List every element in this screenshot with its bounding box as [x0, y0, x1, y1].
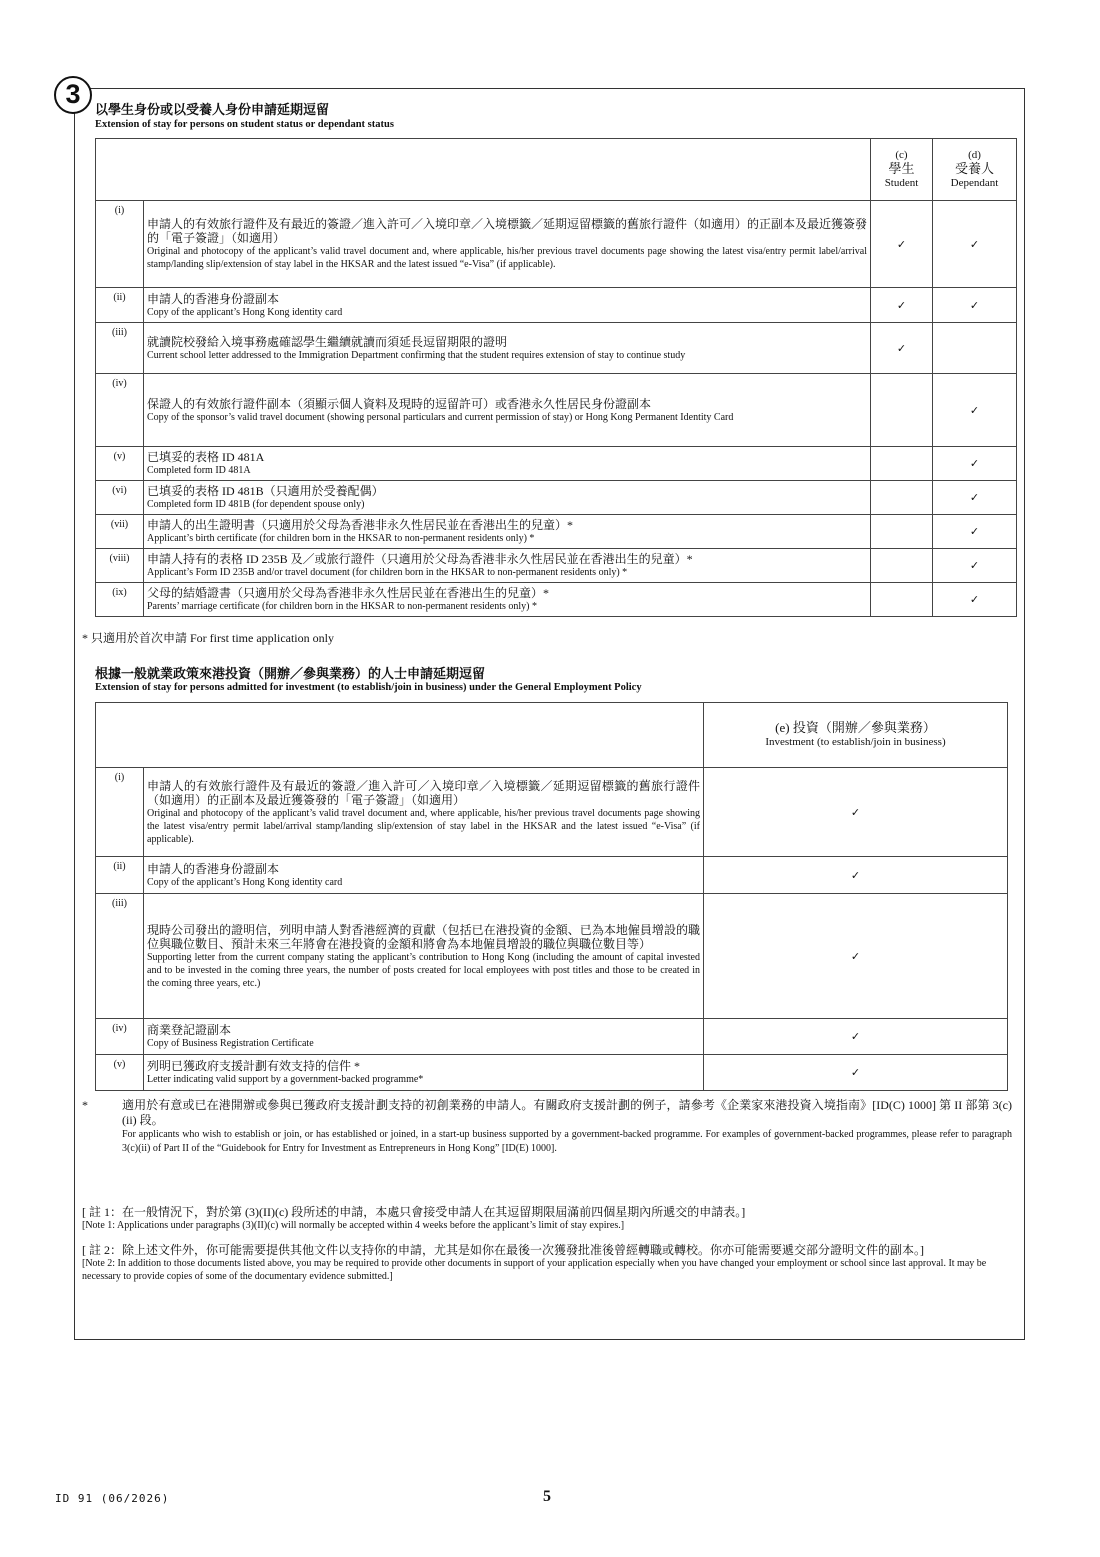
- table-row: [96, 1019, 1008, 1055]
- column-header-student: (c) 學生 Student: [871, 139, 933, 201]
- row-description: 已填妥的表格 ID 481A Completed form ID 481A: [144, 447, 871, 481]
- check-mark: [871, 374, 933, 447]
- header-blank-cell: [96, 703, 704, 768]
- check-mark: [933, 323, 1017, 374]
- row-number: (iv): [96, 1019, 144, 1055]
- column-header-dependant: (d) 受養人 Dependant: [933, 139, 1017, 201]
- row-description: 父母的結婚證書（只適用於父母為香港非永久性居民並在香港出生的兒童）* Parents’ marriage certificate (for children born in the HKSAR to non-permanent residents only) *: [144, 583, 871, 617]
- check-mark: ✓: [871, 323, 933, 374]
- row-description: 保證人的有效旅行證件副本（須顯示個人資料及現時的逗留許可）或香港永久性居民身份證副本 Copy of the sponsor’s valid travel document (showing personal particulars and current permission of stay) or Hong Kong Permanent Identity Card: [144, 374, 871, 447]
- table-row: [96, 1055, 1008, 1091]
- row-number: (v): [96, 447, 144, 481]
- row-number: (iv): [96, 374, 144, 447]
- section-title-en: Extension of stay for persons on student status or dependant status: [95, 119, 394, 130]
- row-description: 申請人的香港身份證副本 Copy of the applicant’s Hong Kong identity card: [144, 857, 704, 894]
- section2-title-en: Extension of stay for persons admitted for investment (to establish/join in business) under the General Employment Policy: [95, 682, 642, 693]
- row-description: 申請人的有效旅行證件及有最近的簽證／進入許可／入境印章／入境標籤／延期逗留標籤的舊旅行證件（如適用）的正副本及最近獲簽發的「電子簽證」（如適用） Original and photocopy of the applicant’s valid travel document and, where applicable, his/her previous travel documents page showing the latest visa/entry permit label/arrival stamp/landing slip/extension of stay label in the HKSAR and the latest issued “e-Visa” (if applicable).: [144, 768, 704, 857]
- row-number: (ii): [96, 857, 144, 894]
- check-mark: ✓: [871, 201, 933, 288]
- row-description: 已填妥的表格 ID 481B（只適用於受養配偶） Completed form ID 481B (for dependent spouse only): [144, 481, 871, 515]
- row-description: 商業登記證副本 Copy of Business Registration Certificate: [144, 1019, 704, 1055]
- row-description: 申請人的出生證明書（只適用於父母為香港非永久性居民並在香港出生的兒童）* Applicant’s birth certificate (for children born in the HKSAR to non-permanent residents only) *: [144, 515, 871, 549]
- row-number: (vii): [96, 515, 144, 549]
- section2-title-zh: 根據一般就業政策來港投資（開辦／參與業務）的人士申請延期逗留: [95, 666, 486, 681]
- check-mark: ✓: [933, 515, 1017, 549]
- section-title-zh: 以學生身份或以受養人身份申請延期逗留: [95, 102, 330, 117]
- check-mark: ✓: [871, 288, 933, 323]
- row-number: (i): [96, 768, 144, 857]
- table-row: [96, 549, 1017, 583]
- table-row: [96, 374, 1017, 447]
- table-row: [96, 515, 1017, 549]
- row-number: (ix): [96, 583, 144, 617]
- check-mark: ✓: [704, 857, 1008, 894]
- table-header-row: [96, 139, 1017, 201]
- investment-documents-table: [95, 702, 1008, 1091]
- table-row: [96, 288, 1017, 323]
- row-description: 申請人的有效旅行證件及有最近的簽證／進入許可／入境印章／入境標籤／延期逗留標籤的舊旅行證件（如適用）的正副本及最近獲簽發的「電子簽證」（如適用） Original and photocopy of the applicant’s valid travel document and, where applicable, his/her previous travel documents page showing the latest visa/entry permit label/arrival stamp/landing slip/extension of stay label in the HKSAR and the latest issued “e-Visa” (if applicable).: [144, 201, 871, 288]
- header-blank-cell: [96, 139, 871, 201]
- row-number: (vi): [96, 481, 144, 515]
- student-dependant-documents-table: [95, 138, 1017, 617]
- check-mark: [871, 447, 933, 481]
- check-mark: ✓: [704, 894, 1008, 1019]
- government-programme-footnote: 適用於有意或已在港開辦或參與已獲政府支援計劃支持的初創業務的申請人。有關政府支援計劃的例子，請參考《企業家來港投資入境指南》[ID(C) 1000] 第 II 部第 3(c)(ii) 段。 For applicants who wish to establish or join, or has established or joined, in a start-up business supported by a government-backed programme. For examples of government-backed programmes, please refer to paragraph 3(c)(ii) of Part II of the “Guidebook for Entry for Investment as Entrepreneurs in Hong Kong” [ID(E) 1000].: [122, 1098, 1012, 1154]
- row-description: 申請人的香港身份證副本 Copy of the applicant’s Hong Kong identity card: [144, 288, 871, 323]
- table-row: [96, 583, 1017, 617]
- check-mark: ✓: [704, 1019, 1008, 1055]
- first-time-footnote: * 只適用於首次申請 For first time application only: [82, 631, 334, 645]
- column-header-investment: (e) 投資（開辦／參與業務） Investment (to establish/join in business): [704, 703, 1008, 768]
- table-row: [96, 323, 1017, 374]
- check-mark: ✓: [933, 288, 1017, 323]
- check-mark: ✓: [933, 583, 1017, 617]
- row-number: (viii): [96, 549, 144, 583]
- footnote-star: *: [82, 1098, 88, 1112]
- check-mark: ✓: [933, 374, 1017, 447]
- table-row: [96, 481, 1017, 515]
- page-number: 5: [543, 1488, 551, 1505]
- table-row: [96, 447, 1017, 481]
- row-number: (iii): [96, 323, 144, 374]
- row-number: (i): [96, 201, 144, 288]
- table-row: [96, 201, 1017, 288]
- check-mark: ✓: [704, 768, 1008, 857]
- row-number: (v): [96, 1055, 144, 1091]
- row-description: 就讀院校發給入境事務處確認學生繼續就讀而須延長逗留期限的證明 Current school letter addressed to the Immigration Department confirming that the student requires extension of stay to continue study: [144, 323, 871, 374]
- row-number: (iii): [96, 894, 144, 1019]
- row-description: 申請人持有的表格 ID 235B 及／或旅行證件（只適用於父母為香港非永久性居民並在香港出生的兒童）* Applicant’s Form ID 235B and/or travel document (for children born in the HKSAR to non-permanent residents only) *: [144, 549, 871, 583]
- section-number-badge: 3: [54, 76, 92, 114]
- note-1: [ 註 1：在一般情況下，對於第 (3)(II)(c) 段所述的申請，本處只會接受申請人在其逗留期限屆滿前四個星期內所遞交的申請表。] [Note 1: Applications under paragraphs (3)(II)(c) will normally be accepted within 4 weeks before the applicant’s limit of stay expires.]: [82, 1205, 746, 1231]
- check-mark: [871, 515, 933, 549]
- row-description: 現時公司發出的證明信，列明申請人對香港經濟的貢獻（包括已在港投資的金額、已為本地僱員增設的職位與職位數目、預計未來三年將會在港投資的金額和將會為本地僱員增設的職位與職位數目等） Supporting letter from the current company stating the applicant’s contribution to Hong Kong (including the amount of capital invested and to be invested in the coming three years, the number of posts created for local employees with post titles and those to be created in the coming three years, etc.): [144, 894, 704, 1019]
- check-mark: ✓: [933, 447, 1017, 481]
- table-row: [96, 894, 1008, 1019]
- check-mark: ✓: [933, 549, 1017, 583]
- check-mark: [871, 549, 933, 583]
- check-mark: [871, 583, 933, 617]
- row-number: (ii): [96, 288, 144, 323]
- form-id-label: ID 91 (06/2026): [55, 1492, 170, 1505]
- table-header-row: [96, 703, 1008, 768]
- check-mark: ✓: [933, 481, 1017, 515]
- note-2: [ 註 2：除上述文件外，你可能需要提供其他文件以支持你的申請，尤其是如你在最後一次獲發批准後曾經轉職或轉校。你亦可能需要遞交部分證明文件的副本。] [Note 2: In addition to those documents listed above, you may be required to provide other documents in support of your application especially when you have changed your employment or school since last approval. It may be necessary to provide copies of some of the documentary evidence submitted.]: [82, 1243, 987, 1282]
- check-mark: ✓: [704, 1055, 1008, 1091]
- check-mark: ✓: [933, 201, 1017, 288]
- table-row: [96, 857, 1008, 894]
- table-row: [96, 768, 1008, 857]
- row-description: 列明已獲政府支援計劃有效支持的信件 * Letter indicating valid support by a government-backed programme*: [144, 1055, 704, 1091]
- check-mark: [871, 481, 933, 515]
